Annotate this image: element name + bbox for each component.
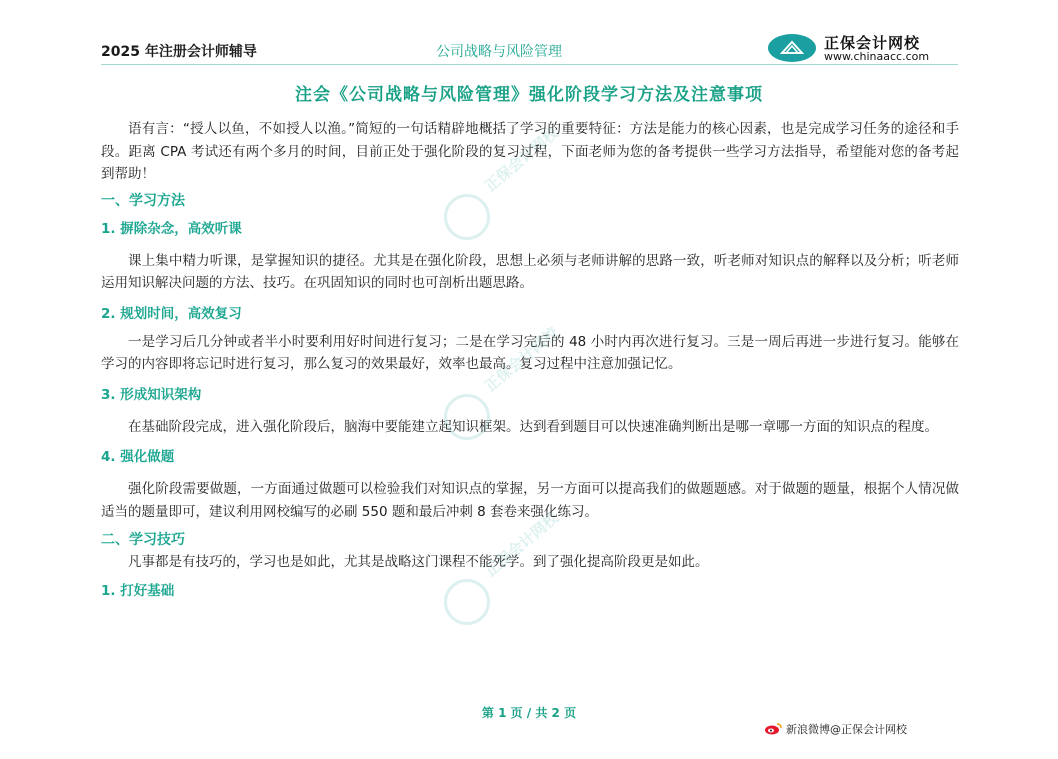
subsection-paragraph: 课上集中精力听课，是掌握知识的捷径。尤其是在强化阶段，思想上必须与老师讲解的思路一致，听老师对知识点的解释以及分析；听老师运用知识解决问题的方法、技巧。在巩固知识的同时也可剖析出题思路。 <box>101 252 959 291</box>
subsection-paragraph: 强化阶段需要做题，一方面通过做题可以检验我们对知识点的掌握，另一方面可以提高我们的做题题感。对于做题的题量，根据个人情况做适当的题量即可，建议利用网校编写的必刷 550 题和最后冲刺 8 套卷来强化练习。 <box>101 481 959 520</box>
subsection-paragraph: 一是学习后几分钟或者半小时要利用好时间进行复习；二是在学习完后的 48 小时内再次进行复习。三是一周后再进一步进行复习。能够在学习的内容即将忘记时进行复习，那么复习的效果最好，效率也最高。复习过程中注意加强记忆。 <box>101 333 959 372</box>
page-indicator: 第 1 页 / 共 2 页 <box>481 706 577 720</box>
watermark-logo: 正保会计网校 <box>444 370 564 440</box>
intro-paragraph: 语有言：“授人以鱼，不如授人以渔。”简短的一句话精辟地概括了学习的重要特征：方法是能力的核心因素，也是完成学习任务的途径和手段。距离 CPA 考试还有两个多月的时间，目前正处于强化阶段的复习过程，下面老师为您的备考提供一些学习方法指导，希望能对您的备考起到帮助！ <box>101 121 959 182</box>
logo-url: www.chinaacc.com <box>824 50 930 63</box>
weibo-text: 新浪微博@正保会计网校 <box>786 723 907 736</box>
footer-weibo <box>764 721 907 737</box>
document-title: 注会《公司战略与风险管理》强化阶段学习方法及注意事项 <box>295 85 763 105</box>
watermark-logo: 正保会计网校 <box>444 555 564 625</box>
document-body <box>101 118 959 602</box>
subsection-heading: 4. 强化做题 <box>101 449 175 465</box>
header-subject: 公司战略与风险管理 <box>436 44 562 60</box>
header-left-title: 2025 年注册会计师辅导 <box>101 44 257 60</box>
subsection-paragraph: 在基础阶段完成，进入强化阶段后，脑海中要能建立起知识框架。达到看到题目可以快速准确判断出是哪一章哪一方面的知识点的程度。 <box>128 418 938 435</box>
section-heading-methods: 一、学习方法 <box>101 192 185 209</box>
logo <box>768 32 958 64</box>
header-divider <box>101 64 958 65</box>
section-heading-techniques: 二、学习技巧 <box>101 532 185 548</box>
subsection-heading: 3. 形成知识架构 <box>101 386 202 403</box>
subsection-heading: 1. 打好基础 <box>101 582 175 599</box>
subsection-heading: 1. 摒除杂念，高效听课 <box>101 220 242 237</box>
subsection-heading: 2. 规划时间，高效复习 <box>101 305 242 322</box>
section-paragraph: 凡事都是有技巧的，学习也是如此，尤其是战略这门课程不能死学。到了强化提高阶段更是如此。 <box>128 554 709 570</box>
watermark-logo: 正保会计网校 <box>444 170 564 240</box>
logo-book-icon <box>768 34 816 62</box>
weibo-icon <box>764 722 782 735</box>
logo-name: 正保会计网校 <box>824 34 921 52</box>
